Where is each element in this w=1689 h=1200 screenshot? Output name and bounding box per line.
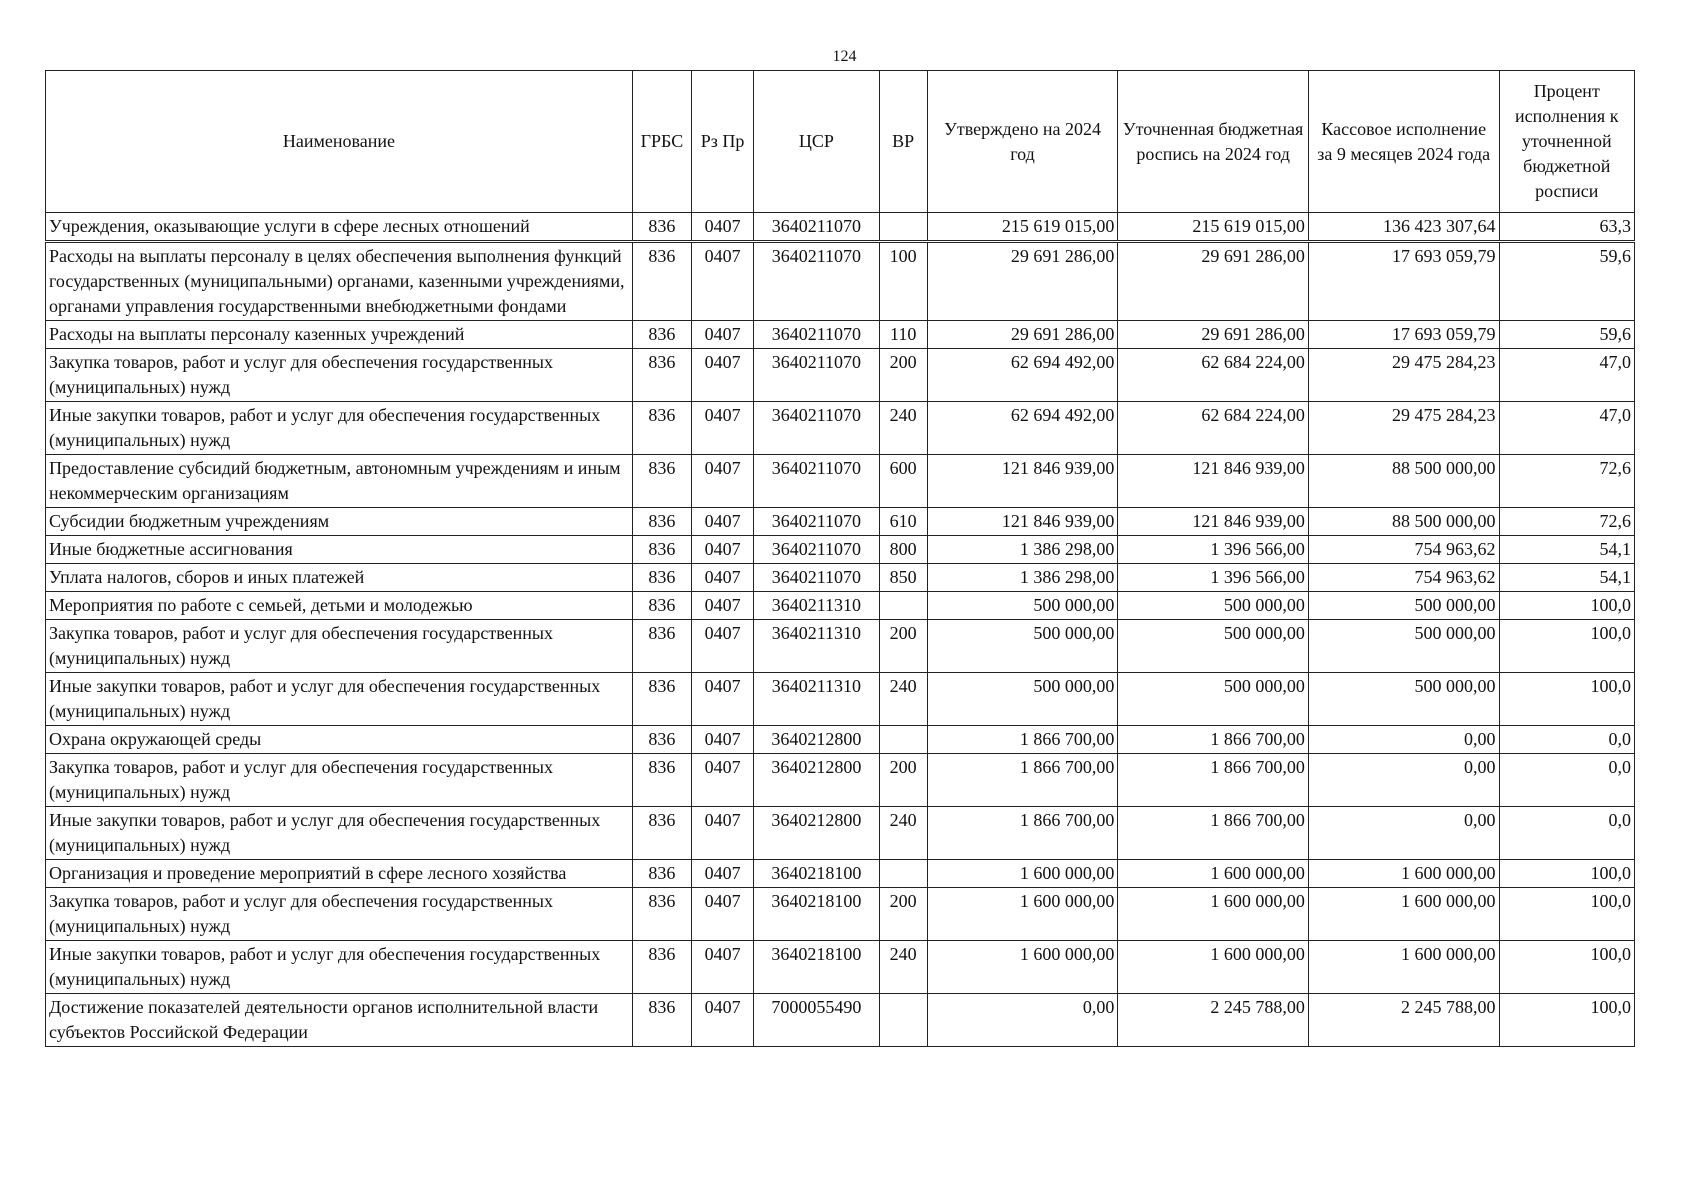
cell-approved: 1 866 700,00 [927, 807, 1118, 860]
cell-percent: 100,0 [1499, 941, 1634, 994]
cell-approved: 1 600 000,00 [927, 941, 1118, 994]
cell-name: Мероприятия по работе с семьей, детьми и молодежью [46, 592, 633, 620]
cell-csr: 3640218100 [754, 941, 879, 994]
cell-approved: 500 000,00 [927, 592, 1118, 620]
cell-grbs: 836 [632, 673, 691, 726]
cell-rzpr: 0407 [692, 807, 754, 860]
cell-csr: 3640211310 [754, 592, 879, 620]
header-grbs: ГРБС [632, 71, 691, 213]
cell-name: Иные закупки товаров, работ и услуг для обеспечения государственных (муниципальных) нужд [46, 673, 633, 726]
table-row [46, 242, 1635, 321]
cell-percent: 0,0 [1499, 754, 1634, 807]
table-row [46, 726, 1635, 754]
cell-approved: 1 386 298,00 [927, 564, 1118, 592]
cell-rzpr: 0407 [692, 349, 754, 402]
cell-grbs: 836 [632, 536, 691, 564]
cell-cash: 754 963,62 [1308, 536, 1499, 564]
cell-vr [879, 860, 927, 888]
cell-rzpr: 0407 [692, 673, 754, 726]
cell-vr: 200 [879, 888, 927, 941]
cell-vr: 850 [879, 564, 927, 592]
cell-name: Охрана окружающей среды [46, 726, 633, 754]
cell-percent: 54,1 [1499, 564, 1634, 592]
cell-approved: 29 691 286,00 [927, 321, 1118, 349]
cell-grbs: 836 [632, 213, 691, 242]
table-row [46, 620, 1635, 673]
cell-revised: 500 000,00 [1118, 620, 1309, 673]
cell-rzpr: 0407 [692, 242, 754, 321]
header-rzpr: Рз Пр [692, 71, 754, 213]
cell-cash: 500 000,00 [1308, 673, 1499, 726]
table-row [46, 860, 1635, 888]
cell-name: Иные закупки товаров, работ и услуг для обеспечения государственных (муниципальных) нужд [46, 402, 633, 455]
cell-name: Иные закупки товаров, работ и услуг для обеспечения государственных (муниципальных) нужд [46, 941, 633, 994]
cell-grbs: 836 [632, 564, 691, 592]
cell-rzpr: 0407 [692, 213, 754, 242]
cell-approved: 121 846 939,00 [927, 508, 1118, 536]
cell-vr: 240 [879, 673, 927, 726]
cell-percent: 59,6 [1499, 321, 1634, 349]
header-cash: Кассовое исполнение за 9 месяцев 2024 года [1308, 71, 1499, 213]
cell-approved: 215 619 015,00 [927, 213, 1118, 242]
cell-cash: 0,00 [1308, 807, 1499, 860]
page-number: 124 [832, 48, 857, 65]
cell-approved: 1 386 298,00 [927, 536, 1118, 564]
cell-approved: 62 694 492,00 [927, 402, 1118, 455]
cell-csr: 3640211310 [754, 620, 879, 673]
cell-cash: 136 423 307,64 [1308, 213, 1499, 242]
cell-csr: 3640212800 [754, 807, 879, 860]
table-row [46, 321, 1635, 349]
cell-csr: 3640211070 [754, 564, 879, 592]
cell-rzpr: 0407 [692, 860, 754, 888]
cell-percent: 47,0 [1499, 349, 1634, 402]
cell-name: Учреждения, оказывающие услуги в сфере лесных отношений [46, 213, 633, 242]
cell-rzpr: 0407 [692, 994, 754, 1047]
budget-execution-table [45, 70, 1635, 1047]
cell-vr: 800 [879, 536, 927, 564]
cell-vr [879, 726, 927, 754]
table-row [46, 807, 1635, 860]
cell-cash: 0,00 [1308, 754, 1499, 807]
cell-revised: 121 846 939,00 [1118, 455, 1309, 508]
header-approved: Утверждено на 2024 год [927, 71, 1118, 213]
cell-name: Достижение показателей деятельности органов исполнительной власти субъектов Российской Федерации [46, 994, 633, 1047]
table-row [46, 213, 1635, 242]
cell-name: Закупка товаров, работ и услуг для обеспечения государственных (муниципальных) нужд [46, 620, 633, 673]
table-row [46, 536, 1635, 564]
cell-revised: 62 684 224,00 [1118, 402, 1309, 455]
cell-vr [879, 213, 927, 242]
cell-grbs: 836 [632, 994, 691, 1047]
cell-csr: 3640211070 [754, 349, 879, 402]
table-body [46, 213, 1635, 1047]
table-row [46, 994, 1635, 1047]
cell-cash: 17 693 059,79 [1308, 321, 1499, 349]
cell-vr [879, 994, 927, 1047]
cell-revised: 500 000,00 [1118, 673, 1309, 726]
cell-csr: 3640212800 [754, 754, 879, 807]
table-row [46, 455, 1635, 508]
cell-revised: 29 691 286,00 [1118, 321, 1309, 349]
cell-revised: 62 684 224,00 [1118, 349, 1309, 402]
cell-grbs: 836 [632, 242, 691, 321]
cell-vr: 100 [879, 242, 927, 321]
cell-csr: 3640211070 [754, 321, 879, 349]
cell-cash: 29 475 284,23 [1308, 349, 1499, 402]
cell-grbs: 836 [632, 620, 691, 673]
cell-cash: 500 000,00 [1308, 592, 1499, 620]
cell-cash: 29 475 284,23 [1308, 402, 1499, 455]
cell-approved: 121 846 939,00 [927, 455, 1118, 508]
cell-percent: 100,0 [1499, 888, 1634, 941]
cell-rzpr: 0407 [692, 564, 754, 592]
cell-grbs: 836 [632, 754, 691, 807]
cell-percent: 100,0 [1499, 860, 1634, 888]
cell-percent: 0,0 [1499, 807, 1634, 860]
cell-csr: 3640211070 [754, 455, 879, 508]
cell-name: Закупка товаров, работ и услуг для обеспечения государственных (муниципальных) нужд [46, 349, 633, 402]
table-row [46, 349, 1635, 402]
cell-grbs: 836 [632, 508, 691, 536]
cell-grbs: 836 [632, 349, 691, 402]
cell-revised: 1 600 000,00 [1118, 888, 1309, 941]
cell-name: Закупка товаров, работ и услуг для обеспечения государственных (муниципальных) нужд [46, 754, 633, 807]
cell-csr: 3640211070 [754, 508, 879, 536]
cell-grbs: 836 [632, 860, 691, 888]
header-revised: Уточненная бюджетная роспись на 2024 год [1118, 71, 1309, 213]
cell-grbs: 836 [632, 592, 691, 620]
header-vr: ВР [879, 71, 927, 213]
cell-vr: 110 [879, 321, 927, 349]
cell-approved: 1 600 000,00 [927, 860, 1118, 888]
cell-approved: 500 000,00 [927, 673, 1118, 726]
cell-name: Иные закупки товаров, работ и услуг для обеспечения государственных (муниципальных) нужд [46, 807, 633, 860]
cell-csr: 3640212800 [754, 726, 879, 754]
cell-name: Организация и проведение мероприятий в сфере лесного хозяйства [46, 860, 633, 888]
cell-approved: 62 694 492,00 [927, 349, 1118, 402]
cell-grbs: 836 [632, 455, 691, 508]
cell-rzpr: 0407 [692, 536, 754, 564]
cell-vr: 240 [879, 941, 927, 994]
header-csr: ЦСР [754, 71, 879, 213]
cell-approved: 1 600 000,00 [927, 888, 1118, 941]
cell-percent: 100,0 [1499, 592, 1634, 620]
cell-revised: 29 691 286,00 [1118, 242, 1309, 321]
cell-rzpr: 0407 [692, 941, 754, 994]
cell-grbs: 836 [632, 807, 691, 860]
cell-cash: 17 693 059,79 [1308, 242, 1499, 321]
cell-cash: 0,00 [1308, 726, 1499, 754]
cell-name: Субсидии бюджетным учреждениям [46, 508, 633, 536]
cell-name: Иные бюджетные ассигнования [46, 536, 633, 564]
cell-vr: 610 [879, 508, 927, 536]
cell-approved: 1 866 700,00 [927, 754, 1118, 807]
cell-vr: 240 [879, 402, 927, 455]
cell-revised: 1 866 700,00 [1118, 726, 1309, 754]
cell-cash: 88 500 000,00 [1308, 455, 1499, 508]
cell-csr: 3640211070 [754, 536, 879, 564]
cell-revised: 1 600 000,00 [1118, 941, 1309, 994]
cell-rzpr: 0407 [692, 888, 754, 941]
cell-percent: 72,6 [1499, 508, 1634, 536]
cell-vr: 200 [879, 349, 927, 402]
cell-percent: 72,6 [1499, 455, 1634, 508]
cell-grbs: 836 [632, 888, 691, 941]
table-row [46, 508, 1635, 536]
cell-grbs: 836 [632, 726, 691, 754]
cell-revised: 1 866 700,00 [1118, 807, 1309, 860]
cell-percent: 100,0 [1499, 994, 1634, 1047]
table-row [46, 673, 1635, 726]
cell-name: Расходы на выплаты персоналу в целях обеспечения выполнения функций государственных (муниципальными) органами, казенными учреждениями, органами управления государственными внебюджетными фондами [46, 242, 633, 321]
cell-name: Предоставление субсидий бюджетным, автономным учреждениям и иным некоммерческим организациям [46, 455, 633, 508]
table-row [46, 754, 1635, 807]
cell-csr: 3640211070 [754, 402, 879, 455]
cell-revised: 500 000,00 [1118, 592, 1309, 620]
cell-percent: 54,1 [1499, 536, 1634, 564]
cell-revised: 1 600 000,00 [1118, 860, 1309, 888]
cell-revised: 2 245 788,00 [1118, 994, 1309, 1047]
cell-grbs: 836 [632, 402, 691, 455]
cell-vr [879, 592, 927, 620]
cell-approved: 500 000,00 [927, 620, 1118, 673]
cell-revised: 121 846 939,00 [1118, 508, 1309, 536]
cell-vr: 200 [879, 754, 927, 807]
table-row [46, 592, 1635, 620]
cell-csr: 3640218100 [754, 860, 879, 888]
cell-percent: 0,0 [1499, 726, 1634, 754]
cell-cash: 1 600 000,00 [1308, 941, 1499, 994]
header-name: Наименование [46, 71, 633, 213]
cell-name: Расходы на выплаты персоналу казенных учреждений [46, 321, 633, 349]
cell-approved: 29 691 286,00 [927, 242, 1118, 321]
cell-approved: 1 866 700,00 [927, 726, 1118, 754]
cell-revised: 1 866 700,00 [1118, 754, 1309, 807]
cell-grbs: 836 [632, 941, 691, 994]
cell-name: Уплата налогов, сборов и иных платежей [46, 564, 633, 592]
cell-percent: 59,6 [1499, 242, 1634, 321]
cell-cash: 1 600 000,00 [1308, 888, 1499, 941]
table-row [46, 402, 1635, 455]
header-percent: Процент исполнения к уточненной бюджетной росписи [1499, 71, 1634, 213]
cell-rzpr: 0407 [692, 321, 754, 349]
cell-percent: 100,0 [1499, 673, 1634, 726]
cell-cash: 500 000,00 [1308, 620, 1499, 673]
cell-rzpr: 0407 [692, 508, 754, 536]
cell-csr: 3640211070 [754, 242, 879, 321]
cell-rzpr: 0407 [692, 620, 754, 673]
cell-cash: 88 500 000,00 [1308, 508, 1499, 536]
cell-rzpr: 0407 [692, 592, 754, 620]
cell-cash: 2 245 788,00 [1308, 994, 1499, 1047]
cell-rzpr: 0407 [692, 726, 754, 754]
cell-grbs: 836 [632, 321, 691, 349]
cell-rzpr: 0407 [692, 455, 754, 508]
cell-approved: 0,00 [927, 994, 1118, 1047]
cell-name: Закупка товаров, работ и услуг для обеспечения государственных (муниципальных) нужд [46, 888, 633, 941]
cell-revised: 1 396 566,00 [1118, 564, 1309, 592]
table-row [46, 941, 1635, 994]
cell-vr: 240 [879, 807, 927, 860]
cell-vr: 600 [879, 455, 927, 508]
table-header-row [46, 71, 1635, 213]
table-row [46, 564, 1635, 592]
cell-vr: 200 [879, 620, 927, 673]
cell-csr: 7000055490 [754, 994, 879, 1047]
cell-csr: 3640218100 [754, 888, 879, 941]
cell-revised: 215 619 015,00 [1118, 213, 1309, 242]
cell-cash: 1 600 000,00 [1308, 860, 1499, 888]
cell-percent: 100,0 [1499, 620, 1634, 673]
cell-csr: 3640211070 [754, 213, 879, 242]
cell-rzpr: 0407 [692, 754, 754, 807]
cell-percent: 47,0 [1499, 402, 1634, 455]
table-row [46, 888, 1635, 941]
cell-revised: 1 396 566,00 [1118, 536, 1309, 564]
cell-csr: 3640211310 [754, 673, 879, 726]
cell-cash: 754 963,62 [1308, 564, 1499, 592]
cell-percent: 63,3 [1499, 213, 1634, 242]
cell-rzpr: 0407 [692, 402, 754, 455]
